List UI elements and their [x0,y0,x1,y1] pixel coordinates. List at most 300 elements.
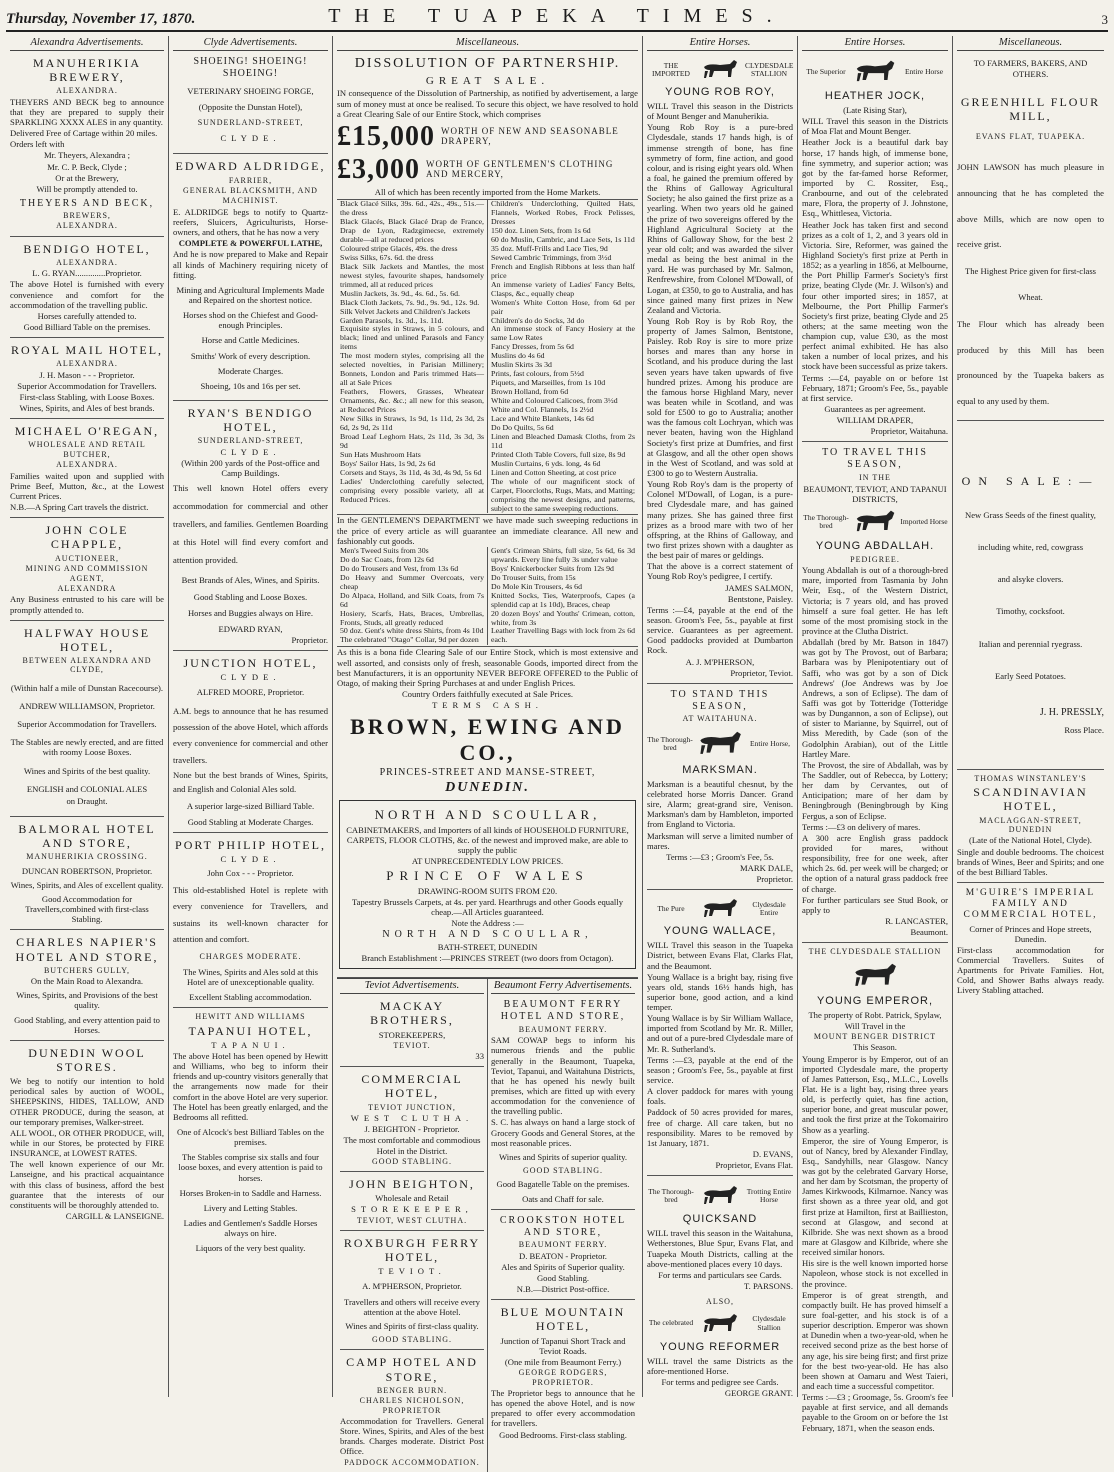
ad-signature: ALEXANDRA. [56,221,118,231]
page-number: 3 [1101,12,1108,27]
section-heading: Entire Horses. [802,36,948,51]
ad-signature: T. PARSONS. [744,1280,793,1291]
price-list-item: Black Glacés, Black Glacé Drap de France, Drap de Lyon, Radzgimecse, extremely durable—all at reduced prices [340,217,484,244]
ad-subtitle: TEVIOT JUNCTION, [368,1102,456,1112]
ad-line: Best Brands of Ales, Wines, and Spirits. [181,575,320,586]
price-list-gents [337,547,638,645]
ad-line: (Opposite the Dunstan Hotel), [198,101,303,112]
horse-label: The Thorough-bred [647,734,693,752]
ad-subtitle: AUCTIONEER, [54,553,120,563]
ad-body: The Flour which has already been produced by this Mill has been pronounced by the Tuapeka bakers as equal to any used by them. [957,318,1104,407]
ad-line: Horses shod on the Chiefest and Good-enough Principles. [182,310,319,331]
price-list-item: Do Trouser Suits, from 15s [491,572,576,582]
ad-crookston-hotel [491,1210,635,1301]
price-list-item: The celebrated "Otago" Collar, 9d per dozen [340,635,479,645]
price-list-item: 50 doz. Gent's white dress Shirts, from 4s 10d [340,626,484,636]
horse-illustration-row [802,57,948,87]
horse-illustration-row [647,896,793,922]
ad-signature: JAMES SALMON, [725,582,793,593]
ad-line: Mr. C. P. Beck, Clyde ; [47,161,127,172]
horse-icon [850,507,900,537]
price-list [337,199,638,513]
ad-body: First-class accommodation for Commercial Travellers. Suites of Apartments for Private Families. Hot, Cold, and Shower Baths always ready. Livery Stabling attached. [957,944,1104,996]
horse-illustration-row [647,57,793,83]
ad-line: CLYDE. [220,133,281,144]
ad-line: Smiths' Work of every description. [190,350,311,361]
ad-signature: GEORGE GRANT. [724,1387,793,1398]
ad-body: Terms :—£4, payable on or before 1st February, 1871; Groom's Fee, 5s., payable at first service. [802,372,948,403]
ad-john-cole-chapple [10,518,164,620]
ad-line: Ales and Spirits of Superior quality. [501,1261,625,1272]
ad-subtitle: BEAUMONT FERRY. [518,1240,608,1250]
horse-icon [698,896,742,922]
ad-body: His sire is the well known imported horse Napoleon, whose stock is not excelled in the province. [802,1258,948,1289]
price-list-item: Do Heavy and Summer Overcoats, very cheap [340,572,484,591]
ad-body: For further particulars see Stud Book, or apply to [802,894,948,915]
ad-title: BENDIGO HOTEL, [23,241,151,256]
ad-body: Terms :—£3 on delivery of mares. [802,821,921,832]
ad-tapanui-hotel [173,1008,328,1262]
ad-line: For terms and particulars see Cards. [658,1269,782,1280]
firm-name: BROWN, EWING AND CO., [350,714,625,766]
price-list-item: Piquets, and Marseilles, from 1s 10d [491,378,606,388]
price-list-item: Sun Hats Mushroom Hats [340,449,421,459]
ad-subtitle: STOREKEEPERS, [378,1029,446,1040]
price-list-item: Exquisite styles in Straws, in 5 colours, and black; lined and unlined Parasols and Fancy items [340,324,484,352]
horse-label: Clydesdale Entire [752,900,786,918]
price-list-item: Do Do Quilts, 5s 6d [491,422,554,432]
price-list-item: An immense variety of Ladies' Fancy Belts, Clasps, &c., equally cheap [491,279,635,298]
ad-line: Country Orders faithfully executed at Sale Prices. [401,688,574,699]
ad-body: The above Hotel is furnished with every convenience and comfort for the accommodation of the travelling public. [10,279,164,310]
ad-edward-aldridge [173,154,328,401]
section-heading: Beaumont Ferry Advertisements. [491,979,635,994]
ad-line: Mr. Theyers, Alexandra ; [44,150,130,161]
section-heading: Miscellaneous. [337,36,638,51]
ad-signature: Ross Place. [1064,724,1104,735]
ad-line: COMPLETE & POWERFUL LATHE, [178,238,323,249]
beaumont-ads [488,979,638,1472]
ad-title: DUNEDIN WOOL STORES. [28,1045,146,1075]
price-list-item: Children's do do Socks, 3d do [491,315,585,325]
price-list-item: Linen and Cotton Sheeting, at cost price [491,467,617,477]
ad-subtitle: MACLAGGAN-STREET, DUNEDIN [979,815,1082,834]
ad-signature: A. J. M'PHERSON, [685,656,755,667]
ad-beaumont-ferry-hotel [491,994,635,1209]
ad-young-emperor [802,943,948,1437]
horse-label: The Superior [806,66,846,76]
ad-title: BLUE MOUNTAIN HOTEL, [500,1305,626,1334]
price-list-item: Muslin Curtains, 6 yds. long, 4s 6d [491,458,601,468]
ad-signature: Proprietor, Waitahuna. [870,426,948,437]
horse-label: Clydesdale Stallion [752,1314,786,1332]
price-list-item: Black Glacé Silks, 39s. 6d., 42s., 49s., 51s.—the dress [340,199,484,218]
ad-line: on Draught. [66,795,108,806]
ad-title: DISSOLUTION OF PARTNERSHIP. [354,56,621,71]
ad-subtitle: CLYDE. [220,446,281,457]
ad-body: S. C. has always on hand a large stock of Grocery Goods and General Stores, at the most reasonable prices. [491,1117,635,1148]
price-list-item: Black Silk Jackets and Mantles, the most newest styles, favourite shapes, handsomely trimmed, all at reduced prices [340,261,484,289]
ad-signature: CARGILL & LANSEIGNE. [65,1211,164,1222]
ad-line: Good Bedrooms. First-class stabling. [499,1429,627,1440]
ad-line: and alsyke clovers. [997,574,1064,585]
sale-amount-text: WORTH OF NEW AND SEASONABLE DRAPERY, [441,125,619,147]
ad-body: All of which has been recently imported from the Home Markets. [374,186,601,197]
price-list-item: Garden Parasols, 1s. 3d., 1s. 11d. [340,315,444,325]
ad-line: Horse and Cattle Medicines. [201,335,300,346]
sale-amount: £15,000 [337,120,435,152]
ad-line: Wines, Spirits, and Ales of excellent quality. [10,879,164,890]
price-list-item: French and English Ribbons at less than half price [491,261,635,280]
ad-body: We beg to notify our intention to hold periodical sales by auction of WOOL, SHEEPSKINS, HIDES, TALLOW, AND OTHER PRODUCE, during the season, at our temporary premises, Walker-street. [10,1076,164,1127]
ad-signature: WILLIAM DRAPER, [836,415,914,426]
price-list-item: Lace and White Blankets, 14s 6d [491,413,594,423]
ad-proprietor: J. BEIGHTON - Proprietor. [364,1124,460,1135]
ad-subtitle: MANUHERIKIA CROSSING. [26,852,148,862]
ad-dissolution-sale [337,51,638,978]
ad-title: THE CLYDESDALE STALLION [808,947,942,957]
ad-signature: R. LANCASTER, [885,915,948,926]
ad-signature: BREWERS, [63,210,111,220]
ad-michael-oregan [10,419,164,518]
price-list-left [337,200,488,513]
ad-young-abdallah [802,442,948,943]
ad-line: One of Alcock's best Billiard Tables on the premises. [176,1127,325,1148]
ad-line: Wines and Spirits of first-class quality. [345,1320,479,1331]
ad-body: SAM COWAP begs to inform his numerous friends and the public generally in the Beaumont, Tuapeka, Teviot, Tapanui, and Waitahuna Districts, that he has opened his newly built premises, which are fitted up with every accommodation for the convenience of the travelling public. [491,1035,635,1117]
ad-subtitle: TAPANUI. [211,1039,290,1050]
ad-body: WILL Travel this season in the Tuapeka District, between Evans Flat, Clarks Flat, and the Beaumont. [647,940,793,971]
ad-commercial-hotel [340,1067,484,1172]
ad-subtitle: FARRIER, [228,175,273,185]
horse-label: Entire Horse [904,66,944,76]
ad-line: ANDREW WILLIAMSON, Proprietor. [19,700,155,711]
ad-line: Wines, Spirits, and Provisions of the best quality. [16,990,158,1011]
price-list-item: The whole of our magnificent stock of Carpet, Floorcloths, Rugs, Mats, and Matting; comprising the newest designs, and patterns, subject to the same sweeping reductions. [491,476,635,513]
ad-body: Travellers and others will receive every attention at the above Hotel. [344,1296,480,1317]
ad-line: Oats and Chaff for sale. [522,1193,604,1204]
section-heading: Miscellaneous. [957,36,1104,51]
ad-camp-hotel [340,1350,484,1472]
ad-body: In the GENTLEMEN'S DEPARTMENT we have made such sweeping reductions in the price of every article as will guarantee an immediate clearance. All new and fashionably cut goods. [337,515,638,546]
ad-title: NORTH AND SCOULLAR, [382,929,593,941]
amount-row [337,153,638,186]
horse-icon [698,1310,742,1338]
ad-title: BALMORAL HOTEL AND STORE, [18,821,156,851]
ad-body: A 300 acre English grass paddock provided for mares, without responsibility, free for one week, after which 2s. 6d. per week will be charged; or the option of a natural grass paddock free of charge. [802,832,948,894]
ad-title: HEWITT AND WILLIAMS [195,1012,306,1022]
ad-subtitle: GENERAL BLACKSMITH, AND [183,186,318,196]
ad-grass-seeds [957,421,1104,770]
ad-proprietor: A. M'PHERSON, Proprietor. [362,1281,462,1292]
ad-line: Italian and perennial ryegrass. [978,638,1083,649]
ad-body: The Proprietor begs to announce that he has opened the above Hotel, and is now prepared to offer every accommodation for travellers. [491,1387,635,1429]
ad-line: Note the Address :— [451,918,524,929]
ad-line: Livery and Letting Stables. [203,1202,298,1213]
ad-line: Good Billiard Table on the premises. [23,321,151,332]
ad-line: GOOD STABLING. [522,1166,604,1176]
column-entire-horses-2 [798,36,953,1433]
price-list-item: Silk Velvet Jackets and Children's Jackets [340,306,471,316]
price-list-item: 35 doz. Muff-Frills and Lace Ties, 9d [491,243,608,253]
issue-date: Thursday, November 17, 1870. [6,11,196,27]
horse-label: CLYDESDALE STALLION [745,60,794,78]
ad-body: And he is now prepared to Make and Repair all kinds of Machinery requiring nicety of fitting. [173,249,328,280]
teviot-beaumont-section [337,978,638,1472]
column-clyde [169,36,333,1397]
ad-mguires-hotel [957,883,1104,1001]
ad-line: GOOD STABLING. [371,1334,453,1344]
ad-proprietor: D. BEATON - Proprietor. [519,1250,607,1261]
horse-illustration-row [802,960,948,992]
ad-line: Early Seed Potatoes. [995,670,1066,681]
ad-body: Young Wallace is by Sir William Wallace, imported from Scotland by Mr. R. Miller, and out of a pure-bred Clydesdale mare of Mr. R. Sutherland's. [647,1013,793,1054]
horse-label: The Pure [657,904,685,914]
horse-label: The Thorough-bred [803,512,849,530]
horse-name: YOUNG ABDALLAH. [815,539,935,552]
column-entire-horses-1 [643,36,798,1397]
ad-subtitle: ALEXANDRA [57,583,117,593]
ad-body: None but the best brands of Wines, Spirits, and English and Colonial Ales sold. [173,769,328,794]
ad-body: That the above is a correct statement of Young Rob Roy's pedigree, I certify. [647,561,793,582]
ad-line: Wines and Spirits of the best quality. [23,765,151,776]
firm-address: PRINCES-STREET AND MANSE-STREET, [379,767,596,779]
ad-body: Heather Jock has taken first and second prizes as a colt of 1, 2, and 3 years old in Victoria. Sire, Reformer, was gained the Highland Society's first prize at Perth in 1852; as a yearling in 1856, at Melbourne, the Port Phillip Farmer's Society's first prize, beating Clyde (Mr. J. Wilson's) and four other imported sires; in 1857, at Melbourne, the Port Phillip Farmer's Society's first prize, beating Clyde and 25 others; at the same meeting won the champion cup, value £30, as the most perfect animal exhibited. He has also taken a number of local prizes, and his stock have been successful as prize takers. [802,219,948,372]
ad-title: M'GUIRE'S IMPERIAL FAMILY AND COMMERCIAL HOTEL, [963,887,1098,921]
ad-line: Ladies and Gentlemen's Saddle Horses always on hire. [183,1217,318,1239]
ad-line: Timothy, cocksfoot. [996,606,1065,617]
price-list-item: Men's Tweed Suits from 30s [340,545,429,555]
ad-manuherikia-brewery [10,51,164,237]
ad-scandinavian-hotel [957,770,1104,883]
ad-body: ALL WOOL, OR OTHER PRODUCE, will, while in our Stores, be protected by FIRE INSURANCE, at LOWEST RATES. [10,1127,164,1159]
ad-title: GREENHILL FLOUR MILL, [960,95,1101,124]
ad-john-beighton [340,1172,484,1231]
price-list-item: Black Cloth Jackets, 7s. 9d., 9s. 9d., 12s. 9d. [340,297,480,307]
masthead [6,4,1108,32]
ad-line: PADDOCK ACCOMMODATION. [344,1457,480,1467]
ad-body: Terms :—£3, payable at the end of the season ; Groom's Fee, 5s., payable at first service. [647,1054,793,1086]
ad-body: WILL travel the same Districts as the afore-mentioned Horse. [647,1355,793,1376]
price-list-item: Feathers, Flowers, Grasses, Wheatear Ornaments, &c. &c.; all new for this season, at Reduced Prices [340,387,484,415]
ad-body: WILL Travel this season in the Districts of Moa Flat and Mount Benger. [802,116,948,137]
horse-name: YOUNG WALLACE, [663,925,777,938]
ad-title: SHOEING! SHOEING! SHOEING! [193,56,308,79]
ad-bendigo-hotel [10,237,164,338]
ad-line: GOOD STABLING. [371,1156,453,1166]
ad-subtitle: EVANS FLAT, TUAPEKA. [975,131,1086,141]
horse-label: The Thorough-bred [648,1187,694,1205]
ad-title: TO FARMERS, BAKERS, AND [973,58,1088,68]
price-list-item: 20 dozen Boys' and Youths' Crimean, cotton, white, from 3s [491,608,635,627]
price-list-item: 60 do Muslin, Cambric, and Lace Sets, 1s 11d [491,234,635,244]
ad-subtitle: MINING AND COMMISSION AGENT, [25,564,149,583]
ad-body: Young Rob Roy is by Rob Roy, the property of James Salmon, Bentstone, Paisley. Rob Roy is sire to more prize horses and mares than any horse in Scotland, and his produce during the last seven years have taken upwards of five hundred prizes. Among his produce are the famous horse Highland Mary, never was beaten while in Scotland, and was sold for £500 to go to Australia; another was the famous colt Lochryan, which was never beaten, having won the Highland Society's first prize at Dumfries, and first at Glasgow, and all the other open shows in the West of Scotland, and was sold at £300 to go to Western Australia. [647,315,793,479]
price-list-item: Children's Underclothing, Quilted Hats, Flannels, Worked Robes, Frock Pelisses, Dresses [491,199,635,227]
ad-subtitle: ALEXANDRA. [56,359,118,369]
price-list-item: Linen and Bleached Damask Cloths, from 2s 11d [491,431,635,450]
ad-title: MACKAY BROTHERS, [370,999,454,1028]
ad-line: Horses and Buggies always on Hire. [187,607,314,618]
ad-signature: D. EVANS, [752,1149,793,1160]
ad-subtitle: AT WAITAHUNA. [682,714,758,724]
ad-subtitle: IN THE [859,473,891,483]
ad-body: Terms :—£3 ; Groomage, 5s. Groom's fee payable at first service, and all demands payable to the Groom on or before the 1st February, 1871, when the season ends. [802,1392,948,1433]
ad-line: Branch Establishment :—PRINCES STREET (two doors from Octagon). [361,953,614,964]
ad-body: Emperor is of great strength, and compactly built. He has proved himself a sure foal-getter, and his stock is of a superior description. Emperor was shown at Dunedin when a two-year-old, when he received second prize as the best horse of any age, his sire being first; and first prize for the best two-year-old. He has also been shown at Oamaru and West Taieri, and each time a successful competitor. [802,1289,948,1392]
price-list-item: Do do Sac Coats, from 12s 6d [340,554,434,564]
section-heading: Alexandra Advertisements. [10,36,164,51]
price-list-item: White and Coloured Calicoes, from 3½d [491,396,618,406]
ad-title: NORTH AND SCOULLAR, [374,807,601,823]
price-list-item: Women's White Cotton Hose, from 6d per pair [491,297,635,316]
ad-royal-mail-hotel [10,338,164,419]
ad-ryans-bendigo-hotel [173,401,328,651]
sale-amount: £3,000 [337,153,420,185]
ad-line: Superior Accommodation for Travellers. [17,380,157,391]
ad-subtitle: PEDIGREE. [850,554,900,564]
ad-subtitle: This Season. [853,1042,897,1053]
ad-signature: Proprietor. [756,874,793,885]
price-list-item: 150 doz. Linen Sets, from 1s 6d [491,225,591,235]
ad-title: MANUHERIKIA BREWERY, [33,56,141,85]
price-list-item: Boys' Sailor Hats, 1s 9d, 2s 6d [340,458,436,468]
ad-body: The most comfortable and commodious Hotel in the District. [343,1135,481,1156]
ad-line: Good Stabling. [536,1273,590,1284]
ad-greenhill-flour-mill [957,51,1104,421]
ad-subtitle: ALEXANDRA. [56,86,118,96]
ad-title: THOMAS WINSTANLEY'S [974,773,1087,783]
ad-line: Mining and Agricultural Implements Made and Repaired on the shortest notice. [176,284,325,306]
ad-body: WILL travel this season in the Waitahuna, Wetherstones, Blue Spur, Evans Flat, and Tuapeka Mouth Districts, calling at the above-mentioned places every 10 days. [647,1228,793,1269]
ad-title: TAPANUI HOTEL, [188,1023,313,1038]
ad-subtitle: CLYDE. [220,853,281,864]
north-scoullar-ad [339,800,636,969]
price-list-item: Fancy Dresses, from 5s 6d [491,342,574,352]
horse-label: Entire Horse, [750,738,790,748]
price-list-item: Do Mole Kin Trousers, 4s 6d [491,581,582,591]
ad-body: The well known experience of our Mr. Lanseigne, and his practical acquaintance with this class of business, afford the best guarantee that the interests of our constituents will be thoroughly attended to. [10,1159,164,1210]
ad-line: SUNDERLAND-STREET, [197,117,304,127]
ad-proprietor: John Cox - - - Proprietor. [207,867,294,878]
ad-line: Will be promptly attended to. [36,183,138,194]
ad-line: Moderate Charges. [217,365,284,376]
ad-roxburgh-ferry-hotel [340,1231,484,1350]
column-alexandra [6,36,169,1397]
price-list-item: Ladies' Underclothing carefully selected, comprising every possible variety, all at Reduced Prices. [340,476,484,504]
ad-title: CHARLES NAPIER'S HOTEL AND STORE, [15,935,159,964]
ad-balmoral-hotel [10,817,164,930]
ad-subtitle: SUNDERLAND-STREET, [197,436,304,446]
ad-halfway-house-hotel [10,621,164,817]
section-heading: Clyde Advertisements. [173,36,328,51]
ad-line: 33 [475,1051,484,1062]
horse-name: YOUNG ROB ROY, [665,86,775,98]
ad-subtitle: TEVIOT. [393,1040,431,1050]
ad-subtitle: WHOLESALE AND RETAIL BUTCHER, [28,440,146,459]
ad-signature: J. H. PRESSLY, [1039,706,1104,718]
ad-line: A superior large-sized Billiard Table. [186,801,315,812]
sale-amount-text: WORTH OF GENTLEMEN'S CLOTHING AND MERCERY, [426,158,614,180]
ad-body: Emperor, the sire of Young Emperor, is out of Nancy, bred by Alexander Findlay, Esq., Sandyhills, near Glasgow. Nancy was got by the celebrated Garvary Horse, and her dam by Scotsman, the property of James Kirkwoods, Kilmarnoe. Nancy was first shown as a three year old, and got first prize at Hamilton, first at Baillieston, second at Glasgow, and second at Kilbride. She was next shown as a brood mare at Glasgow and Kilbride, where she received similar honors. [802,1135,948,1258]
ad-body: The Provost, the sire of Abdallah, was by The Saddler, out of Rebecca, by Lottery; her dam by Cervantes, out of Anticipation; mare of her dam by Beningbrough (Beningbrough by King Fergus, a son of Eclipse. [802,759,948,821]
ad-line: ALSO, [706,1297,734,1307]
ad-line: The Stables are newly erected, and are fitted with roomy Loose Boxes. [10,737,164,758]
ad-line: Wines and Spirits of superior quality. [499,1151,627,1162]
horse-illustration-row [647,727,793,761]
ad-line: CHARGES MODERATE. [199,952,302,962]
ad-line: Horses Broken-in to Saddle and Harness. [179,1187,322,1198]
ad-title: HALFWAY HOUSE HOTEL, [23,625,151,654]
ad-body: CABINETMAKERS, and Importers of all kinds of HOUSEHOLD FURNITURE, CARPETS, FLOOR CLOTHS, &c. of the newest and improved make, are able to supply the public [346,824,629,856]
ad-subtitle: On the Main Road to Alexandra. [30,976,144,987]
ad-body: This old-established Hotel is replete with every convenience for Travellers, and sustains its well-known character for attention and comfort. [173,885,328,945]
price-list-item: Muslins do 4s 6d [491,351,545,361]
ad-line: Good Bagatelle Table on the premises. [496,1179,630,1190]
horse-label: THE IMPORTED [652,60,690,78]
ad-body: WILL Travel this season in the Districts of Mount Benger and Manuherikia. [647,100,793,122]
price-list-right [488,547,638,645]
ad-title: TO STAND THIS SEASON, [670,688,770,712]
horse-icon [850,57,900,87]
ad-title: MICHAEL O'REGAN, [14,424,160,439]
ad-line: The Stables comprise six stalls and four loose boxes, and every attention is paid to horses. [178,1152,323,1183]
ad-proprietor: L. G. RYAN..............Proprietor. [32,268,142,279]
amount-row [337,120,638,153]
ad-title: JUNCTION HOTEL, [183,656,318,671]
ad-body: Marksman will serve a limited number of mares. [647,830,793,851]
ad-line: Wines, Spirits, and Ales of best brands. [19,403,155,414]
ad-young-rob-roy [647,51,793,684]
ad-port-philip-hotel [173,833,328,1009]
ad-subtitle: WEST CLUTHA. [350,1113,474,1124]
price-list-item: New Silks in Straws, 1s 9d, 1s 11d, 2s 3d, 2s 6d, 2s 9d, 2s 11d [340,413,484,432]
ad-line: BATH-STREET, DUNEDIN [437,942,538,953]
ad-subtitle: BEAUMONT FERRY. [518,1024,608,1034]
ad-title: ROYAL MAIL HOTEL, [10,343,164,358]
ad-line: Terms :—£3 ; Groom's Fee, 5s. [666,851,774,862]
ad-title: SCANDINAVIAN HOTEL, [973,785,1088,814]
ad-subtitle: STOREKEEPER, [351,1204,473,1215]
ad-proprietor: ALFRED MOORE, Proprietor. [196,687,305,698]
ad-line: Delivered Free of Cartage within 20 miles. [10,128,158,139]
ad-body: The above Hotel has been opened by Hewitt and Williams, who beg to inform their friends and up-country visitors generally that the arrangements now made for their comfort in the above Hotel are very superior. The Hotel has been greatly enlarged, and the Bedrooms all refitted. [173,1051,328,1122]
ad-title: CROOKSTON HOTEL AND STORE, [499,1214,627,1238]
ad-heather-jock [802,51,948,442]
ad-junction-hotel [173,651,328,833]
price-list-item: Printed Cloth Table Covers, full size, 8s 9d [491,449,626,459]
ad-body: A.M. begs to announce that he has resumed possession of the above Hotel, which affords every convenience for commercial and other travellers. [173,705,328,765]
horse-name: QUICKSAND [682,1213,758,1226]
ad-subtitle: GREAT SALE. [425,74,550,87]
ad-subtitle: Will Travel in the [844,1020,906,1031]
ad-title: COMMERCIAL HOTEL, [361,1072,463,1101]
price-list-item: Gent's Crimean Shirts, full size, 5s 6d, 6s 3d upwards. Every line fully 3s under value [491,545,635,564]
ad-subtitle: TEVIOT. [378,1266,446,1277]
horse-label: The celebrated [648,1318,694,1328]
ad-title: ROXBURGH FERRY HOTEL, [343,1235,481,1265]
newspaper-title: THE TUAPEKA TIMES. [328,5,786,27]
price-list-item: Knitted Socks, Ties, Waterproofs, Capes (a splendid cap at 1s 10d), Braces, cheap [491,590,635,609]
ad-body: Young Abdallah is out of a thorough-bred mare, imported from Tasmania by John Weir, Esq., of the Western District, Victoria; is 7 years old, and has proved himself a sure foal getter. He has left some of the most promising stock in the province at the Clutha District. [802,565,948,637]
ad-subtitle: MOUNT BENGER DISTRICT [813,1031,937,1041]
ad-subtitle: BETWEEN ALEXANDRA AND CLYDE, [22,655,152,675]
ad-subtitle: (Late Rising Star), [843,104,907,115]
ad-subtitle: ALEXANDRA. [56,460,118,470]
ad-line: New Grass Seeds of the finest quality, [965,510,1096,520]
ad-body: Tapestry Brussels Carpets, at 4s. per yard. Hearthrugs and other Goods equally cheap.—All Articles guaranteed. [352,896,623,917]
ad-body: Heather Jock is a beautiful dark bay horse, 17 hands high, of immense bone, fine symmetry, and superior action; was got by the far-famed horse Reformer, imported by C. Rossiter, Esq., Cranbourne, and out of the celebrated mare, Flora, the property of J. Johnstone, Esq., Whittlesea, Victoria. [802,137,948,219]
